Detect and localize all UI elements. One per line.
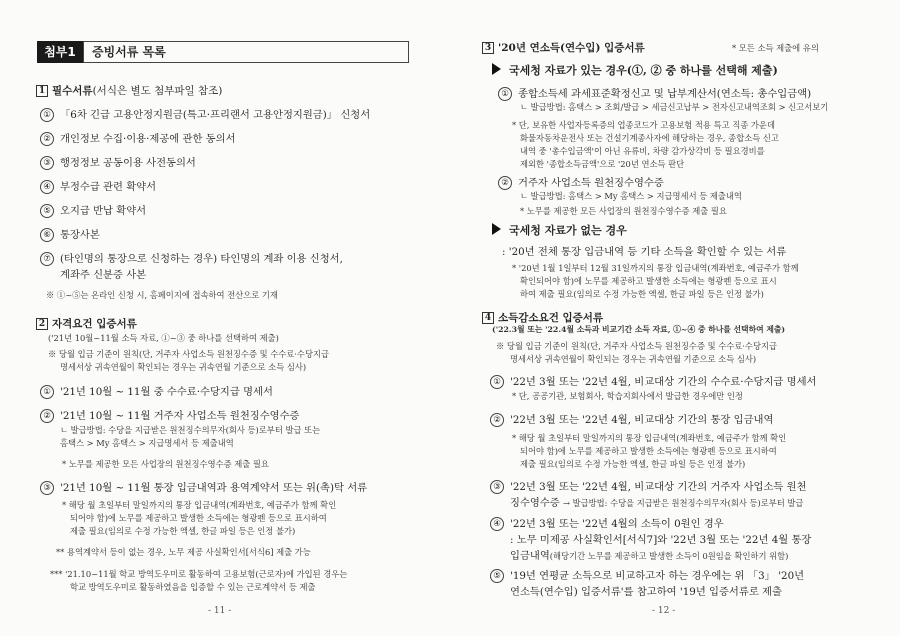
income-decrease-item bbox=[490, 515, 724, 531]
item-text: 개인정보 수집·이용·제공에 관한 동의서 bbox=[60, 133, 236, 145]
required-doc-item bbox=[40, 154, 196, 170]
subheading-with-nts-data bbox=[492, 62, 778, 78]
section-note: ※ 당월 입금 기준이 원칙(단, 거주자 사업소득 원천징수증 및 수수료·수당지급 bbox=[496, 341, 777, 351]
proof-doc-item bbox=[40, 479, 367, 495]
item-text: 통장사본 bbox=[60, 229, 100, 241]
circled-number: ② bbox=[40, 132, 54, 146]
circled-number: ② bbox=[490, 413, 504, 427]
income-decrease-item bbox=[490, 478, 807, 494]
section-title: 소득감소요건 입증서류 bbox=[498, 312, 604, 324]
item-note-continued: 하여 제출 필요(임의로 수정 가능한 엑셀, 한글 파일 등은 인정 불가) bbox=[520, 289, 764, 299]
section-number: 4 bbox=[482, 312, 494, 324]
section-title: 자격요건 입증서류 bbox=[52, 318, 137, 330]
item-text-continued bbox=[510, 494, 803, 509]
circled-number: ⑤ bbox=[40, 204, 54, 218]
item-note: * 노무를 제공한 모든 사업장의 원천징수영수증 제출 필요 bbox=[62, 459, 269, 469]
item-note: ** 용역계약서 등이 없는 경우, 노무 제공 사실확인서[서식6] 제출 가능 bbox=[56, 547, 311, 557]
required-doc-item bbox=[40, 250, 343, 266]
circled-number: ④ bbox=[490, 517, 504, 531]
circled-number: ② bbox=[40, 409, 54, 423]
item-text: '21년 10월 ~ 11월 거주자 사업소득 원천징수영수증 bbox=[60, 410, 300, 422]
item-note: * '20년 1월 1일부터 12월 31일까지의 통장 입금내역(계좌번호, 예금주가 함께 bbox=[512, 263, 799, 273]
item-note: * 단, 공공기관, 보험회사, 학습지회사에서 발급한 경우에만 인정 bbox=[512, 391, 743, 401]
item-text: 거주자 사업소득 원천징수영수증 bbox=[518, 177, 664, 189]
section-aside: * 모든 소득 제출에 유의 bbox=[732, 43, 819, 53]
section-2-heading bbox=[36, 316, 137, 331]
section-1-heading bbox=[36, 83, 222, 98]
required-doc-item bbox=[40, 130, 236, 146]
circled-number: ① bbox=[40, 385, 54, 399]
section-note: ※ ①~⑤는 온라인 신청 시, 홈페이지에 접속하여 전산으로 기재 bbox=[46, 290, 278, 300]
item-note: * 해당 월 초일부터 말일까지의 통장 입금내역(계좌번호, 예금주가 함께 확인 bbox=[62, 500, 337, 510]
income-decrease-item bbox=[490, 567, 804, 583]
item-note-continued: 확인되어야 함)에 노무를 제공하고 발생한 소득에는 형광펜 등으로 표시 bbox=[520, 276, 777, 286]
triangle-bullet-icon bbox=[492, 63, 501, 75]
item-text: (타인명의 통장으로 신청하는 경우) 타인명의 계좌 이용 신청서, bbox=[60, 253, 343, 265]
item-text-continued: 연소득(연수입) 입증서류'를 참고하여 '19년 입증서류로 제출 bbox=[510, 586, 782, 598]
item-note-continued: 화물자동차운전사 또는 건설기계종사자에 해당하는 경우, 종합소득 신고 bbox=[520, 133, 779, 143]
circled-number: ③ bbox=[490, 480, 504, 494]
item-note-continued: 되어야 함)에 노무를 제공하고 발생한 소득에는 형광펜 등으로 표시하여 bbox=[70, 513, 327, 523]
section-number: 2 bbox=[36, 318, 48, 330]
item-text: '21년 10월 ~ 11월 중 수수료·수당지급 명세서 bbox=[60, 386, 273, 398]
section-note-continued: 명세서상 귀속연월이 확인되는 경우는 귀속연월 기준으로 소득 심사) bbox=[60, 362, 307, 372]
item-text: 징수영수증 bbox=[510, 497, 560, 509]
circled-number: ③ bbox=[40, 156, 54, 170]
circled-number: ⑦ bbox=[40, 252, 54, 266]
section-title: '20년 연소득(연수입) 입증서류 bbox=[498, 42, 645, 54]
circled-number: ⑥ bbox=[40, 228, 54, 242]
circled-number: ③ bbox=[40, 481, 54, 495]
required-doc-item bbox=[40, 178, 156, 194]
circled-number: ① bbox=[490, 375, 504, 389]
section-title-suffix: (서식은 별도 첨부파일 참조) bbox=[92, 85, 223, 97]
section-number: 1 bbox=[36, 85, 48, 97]
issue-method: ㄴ 발급방법: 홈택스 > 조회/발급 > 세금신고납부 > 전자신고내역조회 > 신고서보기 bbox=[520, 102, 829, 112]
item-note: * 해당 월 초일부터 말일까지의 통장 입금내역(계좌번호, 예금주가 함께 확인 bbox=[512, 433, 787, 443]
circled-number: ① bbox=[498, 87, 512, 101]
item-text: '22년 3월 또는 '22년 4월, 비교대상 기간의 수수료·수당지급 명세서 bbox=[510, 376, 817, 388]
section-subtitle: ('22.3월 또는 '22.4월 소득과 비교기간 소득 자료, ①~④ 중 하나를 선택하여 제출) bbox=[492, 325, 786, 334]
item-note: *** '21.10~11월 학교 방역도우미로 활동하여 고용보험(근로자)에 가입된 경우는 bbox=[50, 569, 348, 579]
issue-method-continued: 홈택스 > My 홈택스 > 지급명세서 등 제출내역 bbox=[60, 438, 234, 448]
subheading-description: : '20년 전체 통장 입금내역 등 기타 소득을 확인할 수 있는 서류 bbox=[502, 246, 787, 258]
issue-method: ㄴ 발급방법: 수당을 지급받은 원천징수의무자(회사 등)로부터 발급 또는 bbox=[60, 425, 321, 435]
item-text-continued: 계좌주 신분증 사본 bbox=[60, 269, 147, 281]
item-note: * 단, 보유한 사업자등록증의 업종코드가 고용보험 적용 특고 직종 가운데 bbox=[512, 120, 775, 130]
item-note-continued: 제출 필요(임의로 수정 가능한 엑셀, 한글 파일 등은 인정 불가) bbox=[70, 526, 296, 536]
required-doc-item bbox=[40, 202, 146, 218]
item-note: * 노무를 제공한 모든 사업장의 원천징수영수증 제출 필요 bbox=[520, 206, 727, 216]
subheading-text: 국세청 자료가 없는 경우 bbox=[509, 224, 627, 237]
subheading-without-nts-data bbox=[492, 222, 627, 238]
section-note-continued: 명세서상 귀속연월이 확인되는 경우는 귀속연월 기준으로 소득 심사) bbox=[510, 354, 757, 364]
item-note-continued: 내역 중 '총수입금액'이 아닌 유류비, 차량 감가상각비 등 필요경비를 bbox=[520, 146, 765, 156]
income-decrease-item bbox=[490, 373, 816, 389]
page-number: - 12 - bbox=[652, 606, 676, 616]
item-note-continued: 되어야 함)에 노무를 제공하고 발생한 소득에는 형광펜 등으로 표시하여 bbox=[520, 446, 777, 456]
attachment-tag: 첨부1 bbox=[37, 41, 83, 63]
item-text: 부정수급 관련 확약서 bbox=[60, 181, 157, 193]
required-doc-item bbox=[40, 106, 370, 122]
item-text-continued: : 노무 미제공 사실확인서[서식7]와 '22년 3월 또는 '22년 4월 통장 bbox=[510, 534, 812, 546]
section-4-heading bbox=[482, 310, 603, 325]
proof-doc-item bbox=[40, 383, 273, 399]
required-doc-item bbox=[40, 226, 100, 242]
item-text: 입금내역 bbox=[510, 550, 550, 562]
item-text: 행정정보 공동이용 사전동의서 bbox=[60, 157, 196, 169]
item-text: 오지급 반납 확약서 bbox=[60, 205, 147, 217]
circled-number: ② bbox=[498, 176, 512, 190]
item-text: '22년 3월 또는 '22년 4월의 소득이 0원인 경우 bbox=[510, 518, 724, 530]
item-text-continued bbox=[510, 547, 788, 562]
item-text: '19년 연평균 소득으로 비교하고자 하는 경우에는 위 「3」 '20년 bbox=[510, 570, 805, 582]
item-text: 종합소득세 과세표준확정신고 및 납부계산서(연소득: 총수입금액) bbox=[518, 88, 812, 100]
section-note: ※ 당월 입금 기준이 원칙(단, 거주자 사업소득 원천징수증 및 수수료·수당지급 bbox=[48, 349, 329, 359]
subheading-text: 국세청 자료가 있는 경우(①, ② 중 하나를 선택해 제출) bbox=[509, 64, 778, 77]
item-note-continued: 제출 필요(임의로 수정 가능한 엑셀, 한글 파일 등은 인정 불가) bbox=[520, 459, 746, 469]
page-number: - 11 - bbox=[208, 606, 232, 616]
section-number: 3 bbox=[482, 42, 494, 54]
proof-doc-item bbox=[40, 407, 300, 423]
item-note-continued: 학교 방역도우미로 활동하였음을 입증할 수 있는 근로계약서 등 제출 bbox=[70, 582, 316, 592]
right-page bbox=[450, 0, 900, 636]
item-text: '21년 10월 ~ 11월 통장 입금내역과 용역계약서 또는 위(촉)탁 서류 bbox=[60, 482, 368, 494]
item-text: '22년 3월 또는 '22년 4월, 비교대상 기간의 통장 입금내역 bbox=[510, 414, 774, 426]
triangle-bullet-icon bbox=[492, 223, 501, 235]
section-title: 필수서류 bbox=[52, 85, 93, 97]
income-doc-item bbox=[498, 85, 811, 101]
issue-method: ㄴ 발급방법: 홈택스 > My 홈택스 > 지급명세서 등 제출내역 bbox=[520, 191, 742, 201]
page-title: 증빙서류 목록 bbox=[83, 41, 409, 63]
income-doc-item bbox=[498, 174, 664, 190]
income-decrease-item bbox=[490, 411, 773, 427]
circled-number: ④ bbox=[40, 180, 54, 194]
section-subtitle: ('21년 10월~11월 소득 자료, ①~③ 중 하나를 선택하여 제출) bbox=[48, 333, 279, 343]
item-text: 「6차 긴급 고용안정지원금(특고·프리랜서 고용안정지원금)」 신청서 bbox=[60, 109, 371, 121]
item-note-continued: 제외한 '종합소득금액'으로 '20년 연소득 판단 bbox=[520, 159, 685, 169]
issue-method: → 발급방법: 수당을 지급받은 원천징수의무자(회사 등)로부터 발급 bbox=[563, 498, 804, 508]
section-3-heading bbox=[482, 40, 645, 55]
circled-number: ① bbox=[40, 108, 54, 122]
item-text-small: (해당기간 노무를 제공하고 발생한 소득이 0원임을 확인하기 위함) bbox=[549, 551, 789, 561]
circled-number: ⑤ bbox=[490, 569, 504, 583]
item-text: '22년 3월 또는 '22년 4월, 비교대상 기간의 거주자 사업소득 원천 bbox=[510, 481, 807, 493]
